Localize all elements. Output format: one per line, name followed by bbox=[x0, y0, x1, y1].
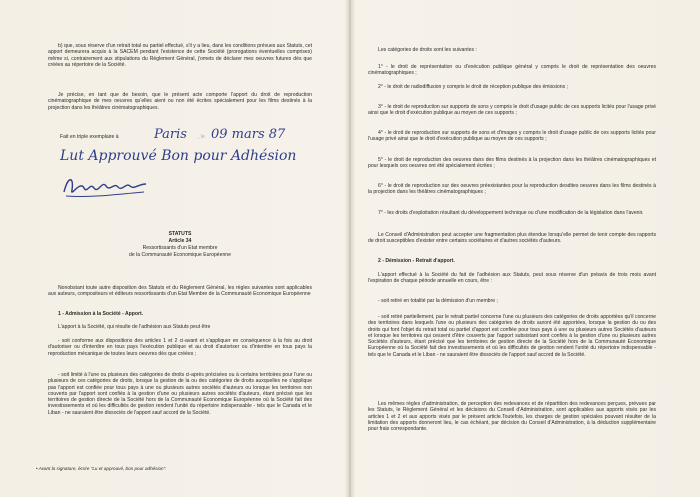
paragraph-retire-total: - soit retiré en totalité par la démission d'un membre ; bbox=[378, 298, 498, 304]
category-3: 3° - le droit de reproduction sur supports de sons y compris le droit d'usage public de ces supports licités pour l'usage privé ainsi que le droit d'exécution publique au moyen de ces supports ; bbox=[368, 104, 656, 117]
signature-line bbox=[48, 128, 312, 148]
paragraph-precise: Je précise, en tant que de besoin, que le présent acte comporte l'apport du droit de reproduction cinématographique de mes oeuvres qu'elles aient ou non été écrites spécialement pour les films destinés à la projection dans les théâtres cinématographiques. bbox=[48, 92, 312, 111]
paragraph-effectue: L'apport effectué à la Société du fait de l'adhésion aux Statuts, peut sous réserve d'un préavis de trois mois avant l'expiration de chaque période annuelle en cours, être : bbox=[368, 272, 656, 285]
fait-date: 09 mars 87 bbox=[211, 127, 286, 142]
signature bbox=[60, 172, 150, 202]
category-4: 4° - le droit de reproduction sur supports de sons et d'images y compris le droit d'usage public de ces supports licités pour l'usage privé ainsi que le droit d'exécution publique au moyen de ces supports ; bbox=[368, 130, 656, 143]
heading-demission: 2 - Démission - Retrait d'apport. bbox=[378, 258, 455, 264]
paragraph-soit-2: - soit limité à l'une ou plusieurs des catégories de droits ci-après précisées ou à certains territoires pour l'une ou plusieurs de ces catégories de droits, lorsque la gestion de la ou des catégories de droits auxquelles ne s'applique pas l'apport est confiée pour tous pays à une ou plusieurs autres sociétés d'auteurs ou lorsque les territoires non couverts par l'apport sont confiés à la gestion d'une ou plusieurs autres sociétés d'auteurs, étant précisé que les territoires de gestion directe de la Société hors de la Communauté Economique Européenne où la Société fait des investissements et où les difficultés de gestion rendent l'unité du répertoire indispensable - tels que le Canada et le Liban - ne sauraient être dissociés de l'apport sauf accord de la Société. bbox=[48, 372, 312, 416]
paragraph-soit-1: - soit conforme aux dispositions des articles 1 et 2 ci-avant et s'appliquer en conséquence à la fois au droit d'autoriser ou d'interdire en tous pays l'exécution publique et au droit d'autoriser ou d'interdire en tous pays la reproduction mécanique de toutes leurs oeuvres dès que créées ; bbox=[48, 338, 312, 357]
paragraph-memes-regles: Les mêmes règles d'administration, de perception des redevances et de répartition des redevances perçues, prévues par les Statuts, le Règlement Général et les décisions du Conseil d'Administration, sont applicables aux apports visés par les articles 1 et 2 et aux apports visés par le présent article.Toutefois, les charges de gestion spéciales pouvant résulter de la limitation des apports donneront lieu, le cas échéant, par décision du Conseil d'Administration, à la déduction supplémentaire pour frais correspondante. bbox=[368, 401, 656, 433]
category-7: 7° - les droits d'exploitation résultant du développement technique ou d'une modification de la législation dans l'avenir. bbox=[378, 210, 644, 216]
category-6: 6° - le droit de reproduction sur des oeuvres préexistantes pour la reproduction desdites oeuvres dans les films destinés à la projection dans les théâtres cinématographiques ; bbox=[368, 183, 656, 196]
statuts-title: STATUTS bbox=[168, 231, 192, 237]
le-label: , le bbox=[198, 134, 205, 140]
paragraph-nonobstant: Nonobstant toute autre disposition des Statuts et du Règlement Général, les règles suivantes sont applicables aux auteurs, compositeurs et éditeurs ressortissants d'un Etat Membre de la Communauté Economique Européenne bbox=[48, 285, 312, 298]
handwritten-approval: Lut Approuvé Bon pour Adhésion bbox=[60, 148, 297, 164]
subtitle-2: de la Communauté Economique Européenne bbox=[129, 252, 231, 258]
subtitle-1: Ressortissants d'un Etat membre bbox=[142, 245, 218, 251]
heading-admission: 1 - Admission à la Société - Apport. bbox=[58, 311, 144, 317]
paragraph-retire-partiel: - soit retiré partiellement, par le retrait partiel concerne l'une ou plusieurs des catégories de droits apportées qu'il concerne des territoires dans lesquels l'une ou plusieurs des catégories de droits auront été apportées, lorsque la gestion du ou des droits qui font l'objet du retrait total ou partiel d'apport est confiée pour tous pays à une ou plusieurs autres Sociétés d'auteurs et lorsque les territoires qui cessent d'être couverts par l'apport subsistant sont confiés à la gestion d'une ou plusieurs autres Sociétés d'auteurs, étant précisé que les territoires de gestion directe de la Société hors de la Communauté Economique Européenne où la Société fait des investissements et où les difficultés de gestion rendent l'unité du répertoire indispensable - tels que le Canada et le Liban - ne sauraient être dissociés de l'apport sauf accord de la Société. bbox=[368, 314, 656, 358]
footnote: • Avant la signature, écrire "Lu et approuvé, bon pour adhésion". bbox=[36, 466, 167, 471]
category-2: 2° - le droit de radiodiffusion y compris le droit de réception publique des émissions ; bbox=[378, 84, 568, 90]
paragraph-conseil: Le Conseil d'Administration peut accepter une fragmentation plus étendue lorsqu'elle permet de tenir compte des rapports de droit susceptibles d'exister entre certains sociétaires et d'autres sociétés d'auteurs. bbox=[368, 232, 656, 245]
category-5: 5° - le droit de reproduction des oeuvres dans des films destinés à la projection dans les théâtres cinématographiques et pour lesquels ces oeuvres ont été spécialement écrites ; bbox=[368, 157, 656, 170]
category-1: 1° - le droit de représentation ou d'exécution publique général y compris le droit de représentation des oeuvres cinématographiques ; bbox=[368, 64, 656, 77]
categories-intro: Les catégories de droits sont les suivantes : bbox=[378, 47, 477, 53]
right-page bbox=[350, 0, 700, 497]
fait-place: Paris bbox=[154, 127, 187, 142]
paragraph-apport: L'apport à la Société, qui résulte de l'adhésion aux Statuts peut être bbox=[58, 324, 211, 330]
fait-label: Fait en triple exemplaire à bbox=[60, 134, 119, 140]
paragraph-b: b) que, sous réserve d'un retrait total ou partiel effectué, s'il y a lieu, dans les conditions prévues aux Statuts, cet apport demeurera acquis à la SACEM pendant l'existence de cette Société (prorogations éventuelles comprises) même si, contrairement aux stipulations du Règlement Général, j'omets de déclarer mes oeuvres futures dès que créées au répertoire de la Société. bbox=[48, 43, 312, 68]
article-number: Article 34 bbox=[168, 238, 192, 244]
